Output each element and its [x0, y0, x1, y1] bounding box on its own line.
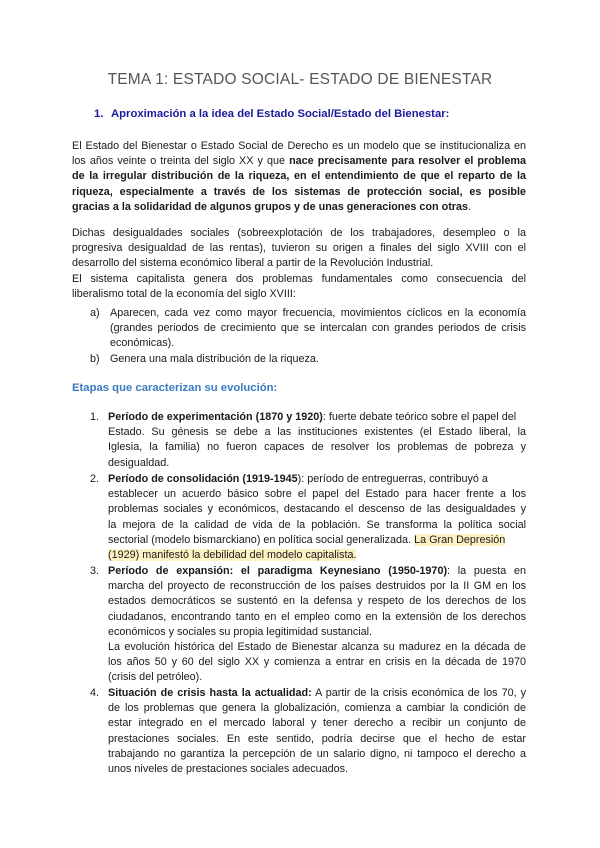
list-marker: 2.	[90, 473, 100, 485]
text-line: (crisis del petróleo).	[108, 671, 203, 684]
text-line: progresiva desigualdad de las rentas), tuvieron su origen a finales del siglo XVIII con el	[72, 242, 526, 255]
list-marker: b)	[90, 353, 100, 365]
text-span: los años veinte o treinta del siglo XX y que	[72, 155, 290, 168]
list-item-text	[108, 564, 526, 686]
text-line	[108, 686, 526, 701]
text-span: .	[468, 200, 472, 213]
text-line: El sistema capitalista genera dos problemas fundamentales como consecuencia del	[72, 272, 526, 285]
stage-title: Período de experimentación (1870 y 1920)	[108, 411, 323, 423]
text-line	[108, 410, 526, 425]
text-line: liberalismo total de la economía del siglo XVIII:	[72, 287, 296, 300]
text-span: : la puesta en	[447, 565, 526, 577]
section-number: 1.	[94, 108, 104, 120]
paragraph-welfare-definition	[72, 139, 526, 215]
text-line	[72, 169, 526, 184]
text-line: Genera una mala distribución de la riqueza.	[110, 353, 319, 365]
bold-text-span: riqueza, especialmente a través de los sistemas de protección social, es posible	[72, 185, 526, 198]
text-line: Aparecen, cada vez como mayor frecuencia, movimientos cíclicos en la economía	[110, 307, 526, 319]
text-span: : fuerte debate teórico sobre el papel del	[322, 411, 517, 423]
list-item-text	[108, 410, 526, 471]
text-line: prestaciones sociales. En este sentido, podría decirse que el hecho de estar	[108, 732, 526, 745]
text-line: Estado. Su génesis se debe a las instituciones existentes (el Estado liberal, la	[108, 426, 526, 439]
section-heading-approximation	[94, 108, 449, 120]
text-line: marcha del proyecto de reconstrucción de los países destruidos por la II GM en los	[108, 580, 526, 593]
list-marker: 1.	[90, 411, 100, 423]
text-line	[72, 200, 526, 215]
stage-title: Período de consolidación (1919-1945	[108, 473, 298, 485]
text-line: de los problemas que genera la globalización, comienza a cambiar la condición de	[108, 702, 526, 715]
text-line: estados democráticos se sustentó en la defensa y respeto de los derechos de los	[108, 595, 526, 608]
text-line: establecer un acuerdo básico sobre el papel del Estado para hacer frente a los	[108, 488, 526, 501]
text-line: desarrollo del sistema económico liberal a partir de la Revolución Industrial.	[72, 257, 434, 270]
text-line: económicos y sociales su propia legitimidad sustancial.	[108, 625, 373, 638]
text-span: sectorial (modelo bismarckiano) en política social generalizada.	[108, 533, 415, 546]
text-span: A partir de la crisis económica de los 70, y	[311, 687, 527, 699]
text-line	[108, 472, 526, 487]
section-heading-text: Aproximación a la idea del Estado Social/Estado del Bienestar:	[111, 108, 450, 120]
bold-text-span: gracias a la solidaridad de algunos grupos y de unas generaciones con otras	[72, 200, 469, 213]
list-marker: a)	[90, 307, 100, 319]
text-line	[72, 185, 526, 200]
section-heading-stages: Etapas que caracterizan su evolución:	[72, 382, 278, 394]
text-line: Dichas desigualdades sociales (sobreexplotación de los trabajadores, desempleo o la	[72, 227, 526, 239]
stage-title: Situación de crisis hasta la actualidad:	[108, 687, 312, 699]
text-line: Iglesia, la familia) no fueron capaces de resolver los problemas de pobreza y	[108, 441, 526, 454]
text-line	[72, 154, 526, 169]
list-item-text	[110, 352, 526, 367]
list-item-text	[110, 306, 526, 352]
text-line	[72, 139, 526, 154]
bold-text-span: de la irregular distribución de la riqueza, en el entendimiento de que el reparto de la	[72, 170, 526, 183]
text-line: (grandes periodos de crecimiento que se intercalan con grandes periodos de crisis	[110, 322, 526, 335]
text-line: estar integrado en el mercado laboral y tener derecho a recibir un conjunto de	[108, 717, 526, 730]
text-line	[108, 533, 526, 548]
list-marker: 3.	[90, 565, 100, 577]
text-span: período de entreguerras, contribuyó a	[304, 473, 488, 485]
list-item-text	[108, 686, 526, 777]
text-line: ciudadanos, encontrando tanto en el empleo como en la extensión de los derechos	[108, 610, 526, 623]
stage-title: Período de expansión: el paradigma Keynesiano (1950-1970)	[108, 565, 448, 577]
text-line: problemas sociales y económicos, destacando el descenso de las desigualdades y	[108, 503, 526, 516]
highlighted-text: (1929) manifestó la debilidad del modelo capitalista.	[108, 549, 357, 562]
text-span: El Estado del Bienestar o Estado Social de Derecho es un modelo que se institucionaliza en	[72, 140, 526, 152]
text-line	[108, 564, 526, 579]
text-line: los años 50 y 60 del siglo XX y comienza a entrar en crisis en la década de 1970	[108, 656, 526, 669]
list-item-text	[108, 472, 526, 563]
text-span: ):	[297, 473, 305, 485]
text-line: unos niveles de prestaciones sociales adecuados.	[108, 763, 349, 776]
text-line: económicas).	[110, 337, 175, 350]
text-line	[108, 548, 526, 563]
list-marker: 4.	[90, 687, 100, 699]
text-line: trabajando no garantiza la percepción de un salario digno, ni tampoco el derecho a	[108, 747, 526, 760]
page-title: TEMA 1: ESTADO SOCIAL- ESTADO DE BIENESTAR	[107, 71, 493, 88]
bold-text-span: nace precisamente para resolver el problema	[289, 155, 527, 168]
paragraph-inequalities	[72, 226, 526, 302]
text-line: desigualdad.	[108, 456, 170, 469]
text-line: La evolución histórica del Estado de Bienestar alcanza su madurez en la década de	[108, 641, 526, 654]
text-line: la mejora de la calidad de vida de la población. Se transforma la política social	[108, 518, 526, 531]
highlighted-text: La Gran Depresión	[414, 533, 506, 546]
